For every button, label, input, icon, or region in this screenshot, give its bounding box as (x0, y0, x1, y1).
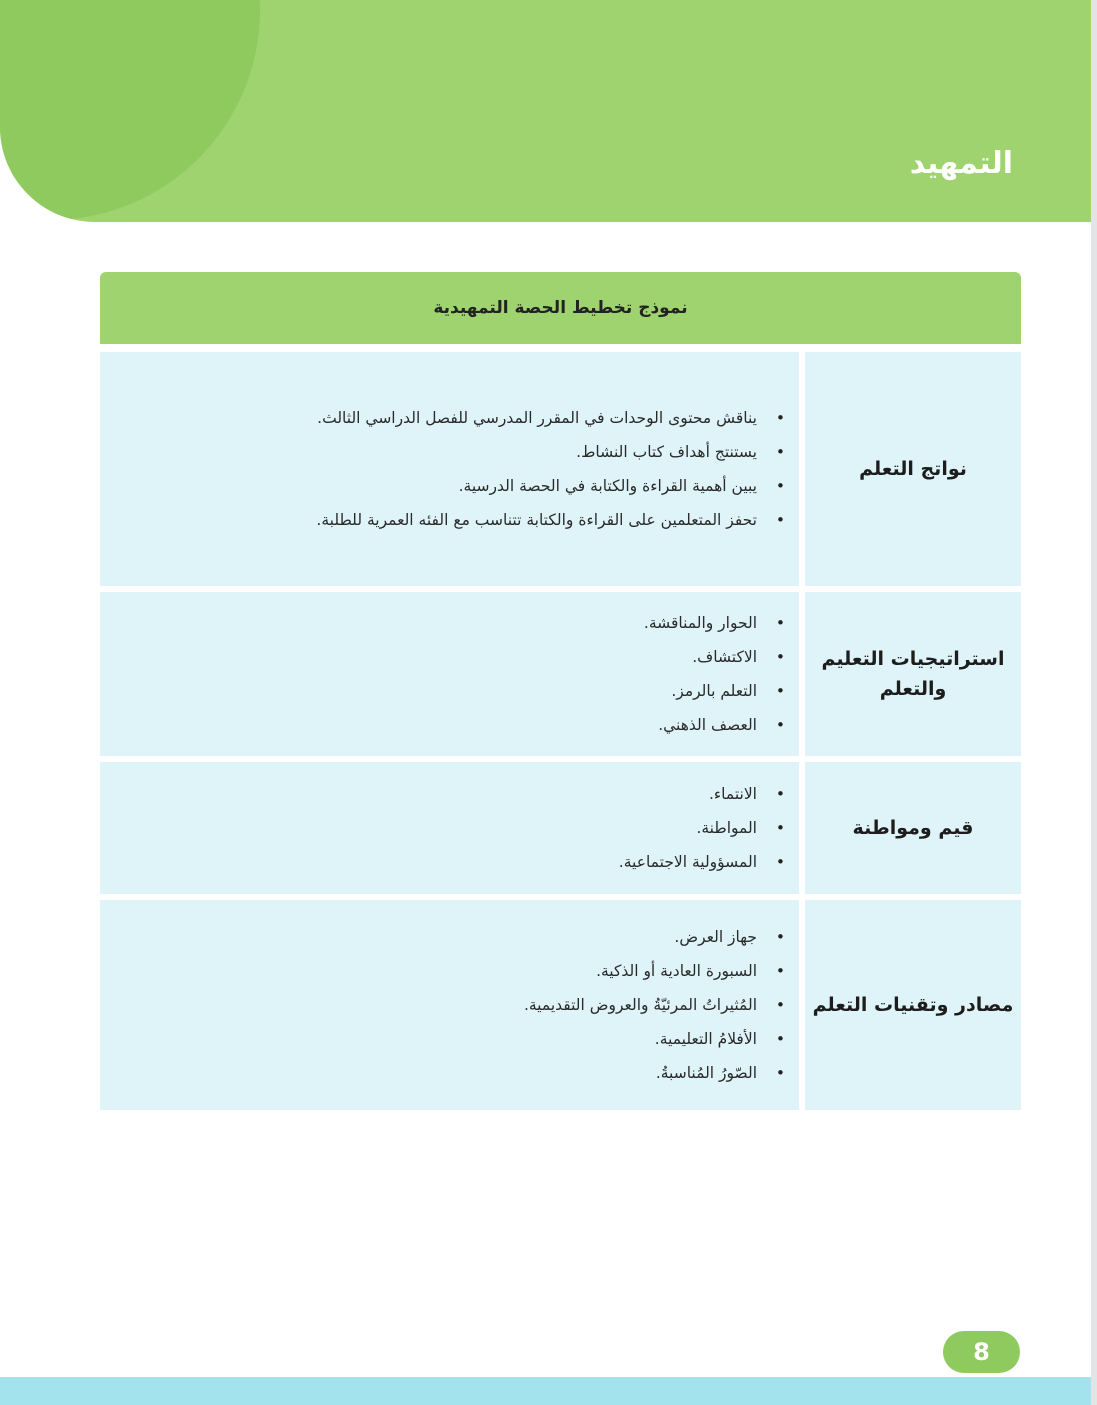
table-row (100, 592, 1021, 762)
row-content (100, 592, 799, 762)
label-line: استراتيجيات التعليم (821, 648, 1005, 670)
list-item: • الاكتشاف. (100, 640, 799, 674)
row-label-values: قيم ومواطنة (799, 762, 1021, 900)
table-row (100, 352, 1021, 592)
table-row (100, 900, 1021, 1116)
row-content (100, 352, 799, 592)
table-row (100, 762, 1021, 900)
lesson-plan-table (100, 272, 1021, 1116)
page-edge (1091, 0, 1097, 1405)
list-item: • التعلم بالرمز. (100, 674, 799, 708)
section-title: التمهيد (909, 146, 1013, 181)
row-label-learning-outcomes: نواتج التعلم (799, 352, 1021, 592)
list-item: • الصّورُ المُناسبةُ. (100, 1056, 799, 1090)
row-content (100, 762, 799, 900)
row-label-resources: مصادر وتقنيات التعلم (799, 900, 1021, 1116)
list-item: • جهاز العرض. (100, 920, 799, 954)
bullet-list (100, 777, 799, 879)
list-item: • العصف الذهني. (100, 708, 799, 742)
header-band (0, 0, 1091, 222)
page-number-badge: 8 (943, 1331, 1020, 1373)
list-item: • الانتماء. (100, 777, 799, 811)
list-item: • الأفلامُ التعليمية. (100, 1022, 799, 1056)
header-wave-decoration (0, 0, 260, 220)
list-item: • الحوار والمناقشة. (100, 606, 799, 640)
bullet-list (100, 606, 799, 742)
list-item: • المسؤولية الاجتماعية. (100, 845, 799, 879)
list-item: • يناقش محتوى الوحدات في المقرر المدرسي للفصل الدراسي الثالث. (100, 401, 799, 435)
bullet-list (100, 920, 799, 1090)
list-item: • تحفز المتعلمين على القراءة والكتابة تتناسب مع الفئه العمرية للطلبة. (100, 503, 799, 537)
list-item: • المواطنة. (100, 811, 799, 845)
row-content (100, 900, 799, 1116)
bullet-list (100, 401, 799, 537)
list-item: • السبورة العادية أو الذكية. (100, 954, 799, 988)
footer-strip (0, 1377, 1091, 1405)
list-item: • المُثيراتُ المرئيّةُ والعروض التقديمية. (100, 988, 799, 1022)
table-title: نموذج تخطيط الحصة التمهيدية (100, 272, 1021, 352)
row-label-strategies (799, 592, 1021, 762)
label-line: والتعلم (879, 678, 947, 700)
list-item: • يبين أهمية القراءة والكتابة في الحصة الدرسية. (100, 469, 799, 503)
list-item: • يستنتج أهداف كتاب النشاط. (100, 435, 799, 469)
